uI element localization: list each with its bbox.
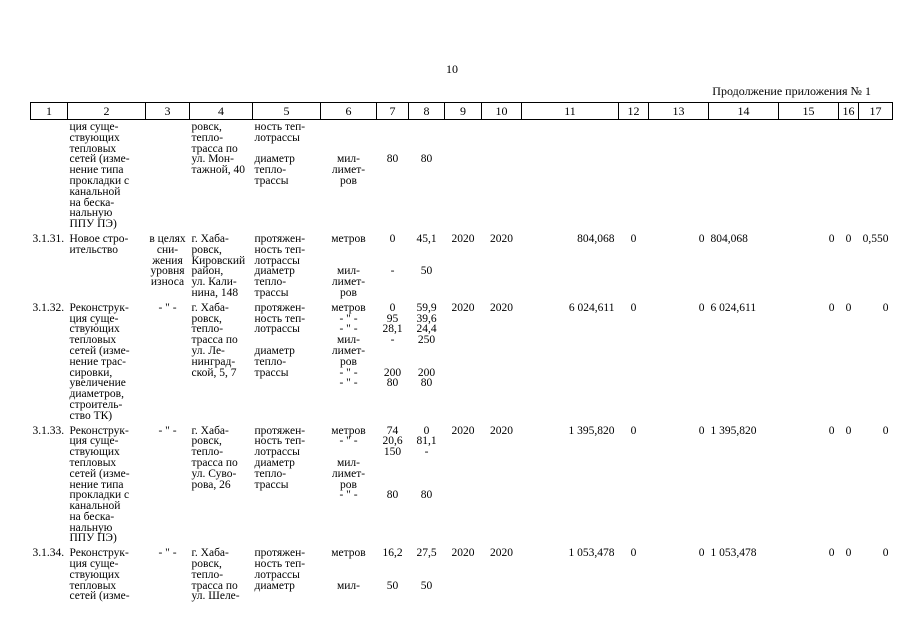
cost-col-14: 804,068 bbox=[710, 232, 748, 245]
item-address: г. Хаба- bbox=[191, 547, 229, 560]
item-parameter: протяжен- bbox=[254, 301, 306, 314]
column-header-13: 13 bbox=[649, 103, 709, 120]
item-unit: - " - bbox=[339, 435, 358, 448]
cost-col-12: 0 bbox=[630, 424, 637, 437]
value-after: 0 bbox=[423, 424, 430, 437]
item-unit bbox=[323, 245, 375, 256]
value-before: 80 bbox=[386, 489, 399, 502]
start-year: 2020 bbox=[451, 424, 475, 437]
item-name: Реконструк- bbox=[69, 424, 129, 437]
item-address: ул. Кали- bbox=[191, 276, 237, 289]
item-address: ровск, bbox=[191, 435, 222, 448]
item-parameter: трассы bbox=[254, 366, 289, 379]
value-before: 74 bbox=[386, 424, 399, 437]
item-parameter: лотрассы bbox=[254, 323, 300, 336]
item-name: тепловых bbox=[69, 334, 117, 347]
column-header-15: 15 bbox=[779, 103, 839, 120]
table-row bbox=[31, 422, 893, 545]
appendix-table-wrapper bbox=[30, 102, 889, 640]
cost-col-12: 0 bbox=[630, 547, 637, 560]
item-name: сетей (изме- bbox=[69, 344, 130, 357]
column-header-14: 14 bbox=[709, 103, 779, 120]
column-header-1: 1 bbox=[31, 103, 68, 120]
item-name: ствующих bbox=[69, 323, 120, 336]
column-header-11: 11 bbox=[522, 103, 619, 120]
item-unit: ров bbox=[340, 174, 357, 187]
value-after: 45,1 bbox=[416, 232, 437, 245]
value-before: 16,2 bbox=[382, 547, 403, 560]
cost-col-13: 0 bbox=[698, 547, 705, 560]
cost-col-12 bbox=[619, 120, 649, 230]
cost-col-16: 0 bbox=[845, 232, 852, 245]
end-year bbox=[482, 120, 522, 230]
cost-col-13: 0 bbox=[698, 424, 705, 437]
item-number: 3.1.34. bbox=[32, 547, 65, 560]
item-unit: метров bbox=[331, 301, 366, 314]
item-parameter: лотрассы bbox=[254, 131, 300, 144]
item-number: 3.1.33. bbox=[32, 424, 65, 437]
appendix-table bbox=[30, 102, 893, 602]
item-name: Новое стро- bbox=[69, 232, 129, 245]
item-parameter: ность теп- bbox=[254, 435, 306, 448]
cost-col-16: 0 bbox=[845, 424, 852, 437]
page-number: 10 bbox=[446, 62, 458, 76]
item-number bbox=[31, 120, 68, 230]
value-after: 50 bbox=[420, 579, 433, 592]
value-before: 150 bbox=[383, 446, 402, 459]
total-cost: 1 053,478 bbox=[568, 547, 615, 560]
item-name: тепловых bbox=[69, 142, 117, 155]
column-header-7: 7 bbox=[377, 103, 409, 120]
cost-col-14: 1 053,478 bbox=[710, 547, 757, 560]
item-address: ул. Шеле- bbox=[191, 590, 240, 603]
item-unit: ров bbox=[340, 355, 357, 368]
item-address: ул. Суво- bbox=[191, 467, 237, 480]
item-goal: в целях bbox=[149, 232, 186, 245]
item-goal: - " - bbox=[158, 424, 177, 437]
cost-col-13: 0 bbox=[698, 232, 705, 245]
end-year: 2020 bbox=[490, 232, 513, 245]
start-year: 2020 bbox=[451, 301, 475, 314]
item-name: увеличение bbox=[69, 377, 126, 390]
item-address: г. Хаба- bbox=[191, 232, 229, 245]
value-after: 59,9 bbox=[416, 301, 437, 314]
item-parameter: ность теп- bbox=[254, 121, 306, 133]
cost-col-17 bbox=[859, 120, 893, 230]
item-parameter: лотрассы bbox=[254, 568, 300, 581]
item-name: нальную bbox=[69, 521, 113, 534]
value-after bbox=[411, 357, 443, 368]
value-before bbox=[379, 357, 407, 368]
item-address: рова, 26 bbox=[191, 478, 231, 491]
value-after bbox=[411, 245, 443, 256]
cost-col-15: 0 bbox=[828, 547, 835, 560]
item-parameter: протяжен- bbox=[254, 424, 306, 437]
item-number: 3.1.32. bbox=[32, 301, 65, 314]
cost-col-16: 0 bbox=[845, 301, 852, 314]
item-name: Реконструк- bbox=[69, 547, 129, 560]
start-year bbox=[445, 120, 482, 230]
table-row bbox=[31, 299, 893, 422]
item-name: нение трас- bbox=[69, 355, 127, 368]
item-address: тепло- bbox=[191, 323, 224, 336]
table-row bbox=[31, 230, 893, 299]
start-year: 2020 bbox=[451, 232, 475, 245]
item-name: нение типа bbox=[69, 164, 124, 177]
item-name: на беска- bbox=[69, 510, 115, 523]
item-parameter: диаметр bbox=[254, 265, 295, 278]
value-after: 24,4 bbox=[416, 323, 437, 336]
value-before: - bbox=[390, 334, 395, 347]
cost-col-13: 0 bbox=[698, 301, 705, 314]
column-header-3: 3 bbox=[146, 103, 190, 120]
item-name: ствующих bbox=[69, 568, 120, 581]
item-parameter: тепло- bbox=[254, 276, 287, 289]
item-name: прокладки с bbox=[69, 489, 130, 502]
item-name: нение типа bbox=[69, 478, 124, 491]
item-address: ул. Мон- bbox=[191, 153, 234, 166]
value-before bbox=[379, 245, 407, 256]
column-header-9: 9 bbox=[445, 103, 482, 120]
item-name: сетей (изме- bbox=[69, 590, 130, 603]
cost-col-14 bbox=[709, 120, 779, 230]
item-name: канальной bbox=[69, 500, 121, 513]
item-address: ул. Ле- bbox=[191, 344, 225, 357]
total-cost: 1 395,820 bbox=[568, 424, 615, 437]
item-parameter: трассы bbox=[254, 174, 289, 187]
value-before: 28,1 bbox=[382, 323, 403, 336]
value-before: 50 bbox=[386, 579, 399, 592]
item-parameter: диаметр bbox=[254, 153, 295, 166]
end-year: 2020 bbox=[490, 301, 513, 314]
value-after: 200 bbox=[417, 366, 436, 379]
value-before: 95 bbox=[386, 312, 399, 325]
item-name: Реконструк- bbox=[69, 301, 129, 314]
cost-col-13 bbox=[649, 120, 709, 230]
item-name: ство ТК) bbox=[69, 409, 113, 422]
column-header-2: 2 bbox=[68, 103, 146, 120]
item-address: ровск, bbox=[191, 558, 222, 571]
item-number: 3.1.31. bbox=[32, 232, 65, 245]
item-address: нина, 148 bbox=[191, 286, 239, 299]
cost-col-15: 0 bbox=[828, 301, 835, 314]
item-name: ствующих bbox=[69, 446, 120, 459]
cost-col-17: 0 bbox=[882, 424, 889, 437]
item-unit: мил- bbox=[337, 334, 360, 347]
item-name: ция суще- bbox=[69, 312, 119, 325]
item-unit: лимет- bbox=[331, 344, 366, 357]
item-name: ция суще- bbox=[69, 435, 119, 448]
value-after: 250 bbox=[417, 334, 436, 347]
cost-col-17: 0 bbox=[882, 301, 889, 314]
item-unit: мил- bbox=[337, 456, 360, 469]
item-address: тепло- bbox=[191, 131, 224, 144]
item-name: сетей (изме- bbox=[69, 153, 130, 166]
value-after: - bbox=[424, 446, 429, 459]
item-name: диаметров, bbox=[69, 388, 124, 401]
item-address: тажной, 40 bbox=[191, 164, 246, 177]
item-name: тепловых bbox=[69, 579, 117, 592]
value-before: 200 bbox=[383, 366, 402, 379]
item-address: ровск, bbox=[191, 243, 222, 256]
value-after: 80 bbox=[420, 153, 433, 166]
item-unit: - " - bbox=[339, 312, 358, 325]
value-before: - bbox=[390, 265, 395, 278]
value-before: 80 bbox=[386, 153, 399, 166]
item-address: трасса по bbox=[191, 456, 238, 469]
value-before: 80 bbox=[386, 377, 399, 390]
header-row bbox=[31, 103, 893, 120]
cost-col-15: 0 bbox=[828, 232, 835, 245]
item-address: ровск, bbox=[191, 312, 222, 325]
value-after: 80 bbox=[420, 489, 433, 502]
item-address: тепло- bbox=[191, 446, 224, 459]
column-header-16: 16 bbox=[839, 103, 859, 120]
cost-col-16: 0 bbox=[845, 547, 852, 560]
item-name: тепловых bbox=[69, 456, 117, 469]
item-parameter: ность теп- bbox=[254, 312, 306, 325]
column-header-12: 12 bbox=[619, 103, 649, 120]
item-address: ской, 5, 7 bbox=[191, 366, 237, 379]
item-name: на беска- bbox=[69, 196, 115, 209]
item-goal: сни- bbox=[156, 243, 179, 256]
item-parameter: ность теп- bbox=[254, 243, 306, 256]
item-unit: метров bbox=[331, 424, 366, 437]
table-body bbox=[31, 120, 893, 603]
item-parameter: диаметр bbox=[254, 344, 295, 357]
item-goal: износа bbox=[150, 276, 185, 289]
column-header-8: 8 bbox=[409, 103, 445, 120]
item-name: ция суще- bbox=[69, 558, 119, 571]
item-parameter: протяжен- bbox=[254, 232, 306, 245]
item-unit: мил- bbox=[337, 265, 360, 278]
item-address: ровск, bbox=[191, 121, 222, 133]
total-cost: 804,068 bbox=[577, 232, 615, 245]
item-unit: лимет- bbox=[331, 164, 366, 177]
start-year: 2020 bbox=[451, 547, 475, 560]
item-unit: метров bbox=[331, 547, 366, 560]
item-unit: мил- bbox=[337, 153, 360, 166]
value-before bbox=[379, 133, 407, 144]
item-parameter: трассы bbox=[254, 478, 289, 491]
item-goal: - " - bbox=[158, 547, 177, 560]
value-after: 81,1 bbox=[416, 435, 437, 448]
item-goal: - " - bbox=[158, 301, 177, 314]
item-parameter: протяжен- bbox=[254, 547, 306, 560]
item-unit: лимет- bbox=[331, 467, 366, 480]
item-address: г. Хаба- bbox=[191, 301, 229, 314]
value-after: 39,6 bbox=[416, 312, 437, 325]
value-after: 80 bbox=[420, 377, 433, 390]
total-cost bbox=[522, 120, 619, 230]
item-parameter: лотрассы bbox=[254, 254, 300, 267]
item-unit: метров bbox=[331, 232, 366, 245]
cost-col-15: 0 bbox=[828, 424, 835, 437]
value-after: 27,5 bbox=[416, 547, 437, 560]
item-parameter: лотрассы bbox=[254, 446, 300, 459]
cost-col-17: 0 bbox=[882, 547, 889, 560]
value-before: 0 bbox=[389, 232, 396, 245]
item-unit: ров bbox=[340, 286, 357, 299]
item-address: Кировский bbox=[191, 254, 246, 267]
item-address: трасса по bbox=[191, 579, 238, 592]
cost-col-16 bbox=[839, 120, 859, 230]
value-before bbox=[379, 469, 407, 480]
item-parameter: тепло- bbox=[254, 355, 287, 368]
value-after: 50 bbox=[420, 265, 433, 278]
value-after bbox=[411, 133, 443, 144]
value-before: 0 bbox=[389, 301, 396, 314]
item-name: ительство bbox=[69, 243, 118, 256]
item-parameter: тепло- bbox=[254, 467, 287, 480]
item-parameter: диаметр bbox=[254, 579, 295, 592]
item-unit: - " - bbox=[339, 377, 358, 390]
continuation-label: Продолжение приложения № 1 bbox=[712, 84, 871, 98]
item-name: канальной bbox=[69, 185, 121, 198]
item-name: строитель- bbox=[69, 398, 123, 411]
item-parameter: диаметр bbox=[254, 456, 295, 469]
cost-col-12: 0 bbox=[630, 232, 637, 245]
item-unit: ров bbox=[340, 478, 357, 491]
item-name: ППУ ПЭ) bbox=[69, 218, 117, 231]
table-row bbox=[31, 120, 893, 230]
item-address: район, bbox=[191, 265, 224, 278]
item-name: нальную bbox=[69, 207, 113, 220]
total-cost: 6 024,611 bbox=[568, 301, 615, 314]
column-header-5: 5 bbox=[253, 103, 321, 120]
cost-col-14: 1 395,820 bbox=[710, 424, 757, 437]
item-name: сировки, bbox=[69, 366, 113, 379]
column-header-17: 17 bbox=[859, 103, 893, 120]
item-parameter: тепло- bbox=[254, 164, 287, 177]
item-goal: уровня bbox=[150, 265, 185, 278]
column-header-6: 6 bbox=[321, 103, 377, 120]
item-unit: лимет- bbox=[331, 276, 366, 289]
item-name: ствующих bbox=[69, 131, 120, 144]
end-year: 2020 bbox=[490, 424, 513, 437]
item-address: тепло- bbox=[191, 568, 224, 581]
item-unit: - " - bbox=[339, 489, 358, 502]
column-header-4: 4 bbox=[190, 103, 253, 120]
item-parameter: ность теп- bbox=[254, 558, 306, 571]
item-unit bbox=[323, 133, 375, 144]
item-name: сетей (изме- bbox=[69, 467, 130, 480]
value-before: 20,6 bbox=[382, 435, 403, 448]
cost-col-15 bbox=[779, 120, 839, 230]
table-row bbox=[31, 544, 893, 602]
cost-col-12: 0 bbox=[630, 301, 637, 314]
item-name: прокладки с bbox=[69, 174, 130, 187]
item-address: нинград- bbox=[191, 355, 236, 368]
item-name: ППУ ПЭ) bbox=[69, 532, 117, 545]
item-unit: мил- bbox=[337, 579, 360, 592]
item-address: трасса по bbox=[191, 334, 238, 347]
item-unit: - " - bbox=[339, 323, 358, 336]
cost-col-14: 6 024,611 bbox=[710, 301, 757, 314]
column-header-10: 10 bbox=[482, 103, 522, 120]
item-name: ция суще- bbox=[69, 121, 119, 133]
item-unit: - " - bbox=[339, 366, 358, 379]
cost-col-17: 0,550 bbox=[862, 232, 889, 245]
item-goal: жения bbox=[152, 254, 183, 267]
item-address: трасса по bbox=[191, 142, 238, 155]
item-parameter: трассы bbox=[254, 286, 289, 299]
value-after bbox=[411, 469, 443, 480]
end-year: 2020 bbox=[490, 547, 513, 560]
item-address: г. Хаба- bbox=[191, 424, 229, 437]
